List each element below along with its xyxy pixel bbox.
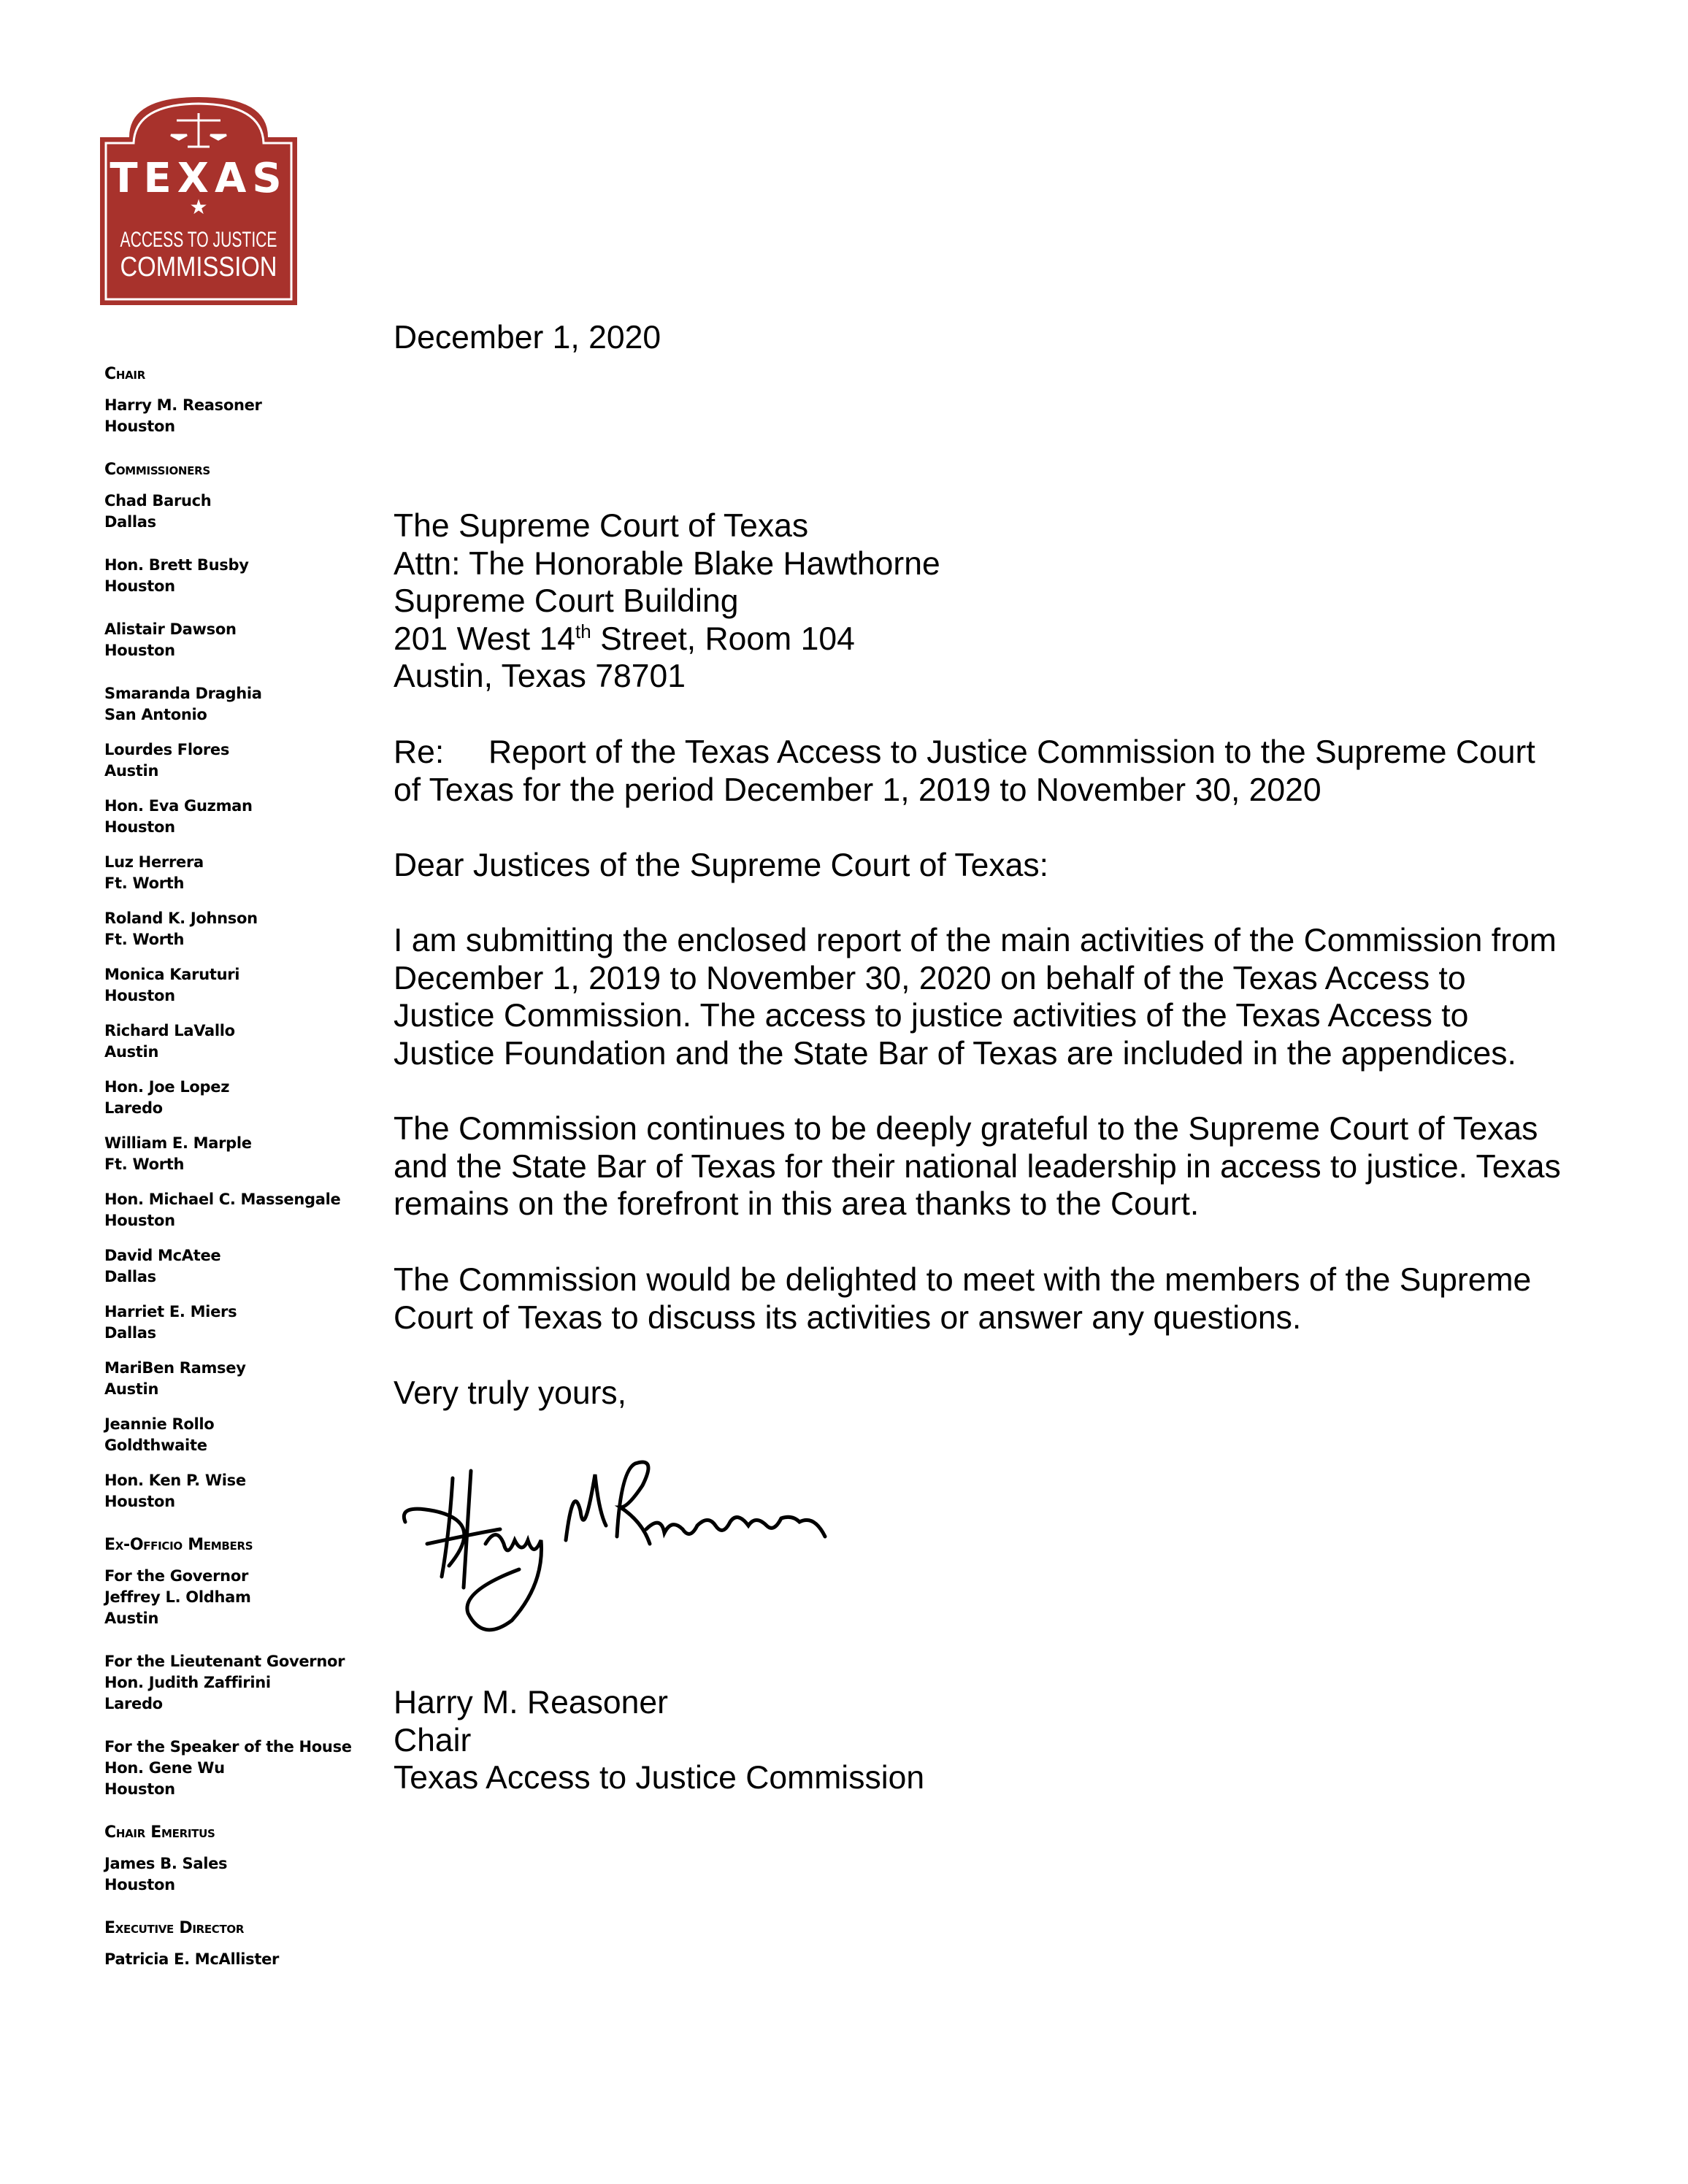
- member-name: Hon. Gene Wu: [104, 1759, 225, 1777]
- roster-entry: [104, 1651, 353, 1715]
- address-line: 201 West 14th Street, Room 104: [394, 620, 855, 657]
- member-city: Goldthwaite: [104, 1437, 207, 1454]
- member-name: Luz Herrera: [104, 853, 204, 871]
- member-city: Houston: [104, 818, 175, 836]
- roster-entry: [104, 852, 353, 894]
- member-city: Dallas: [104, 1324, 156, 1342]
- texas-access-to-justice-logo: [100, 97, 297, 305]
- member-name: Hon. Michael C. Massengale: [104, 1191, 341, 1208]
- recipient-address: [394, 507, 940, 696]
- member-name: Jeffrey L. Oldham: [104, 1588, 251, 1606]
- svg-text:COMMISSION: COMMISSION: [120, 252, 277, 282]
- roster-entry: [104, 395, 353, 437]
- member-name: Roland K. Johnson: [104, 910, 258, 927]
- roster-entry: [104, 1414, 353, 1456]
- svg-text:★: ★: [189, 196, 208, 218]
- member-name: Monica Karuturi: [104, 966, 240, 983]
- member-name: Patricia E. McAllister: [104, 1950, 280, 1968]
- address-line: Supreme Court Building: [394, 583, 739, 620]
- member-city: Houston: [104, 418, 175, 435]
- member-name: James B. Sales: [104, 1855, 228, 1872]
- roster-entry: [104, 1020, 353, 1063]
- member-name: Harry M. Reasoner: [104, 396, 262, 414]
- member-city: Austin: [104, 1610, 159, 1627]
- chair-emeritus-heading: Chair Emeritus: [104, 1823, 215, 1842]
- signer-name: Harry M. Reasoner: [394, 1685, 668, 1720]
- member-name: Lourdes Flores: [104, 741, 230, 758]
- svg-text:ACCESS TO JUSTICE: ACCESS TO JUSTICE: [120, 228, 277, 252]
- member-name: Harriet E. Miers: [104, 1303, 237, 1320]
- paragraph-1: I am submitting the enclosed report of the main activities of the Commission from December 1, 2019 to November 30, 2020 on behalf of the Texas Access to Justice Commission. The access to justice activities of the Texas Access to Justice Foundation and the State Bar of Texas are included in the appendices.: [394, 923, 1557, 1072]
- member-city: Houston: [104, 1493, 175, 1510]
- commission-roster: [104, 364, 353, 1970]
- ex-officio-heading: Ex-Officio Members: [104, 1536, 253, 1554]
- roster-entry: [104, 1470, 353, 1512]
- member-name: Hon. Joe Lopez: [104, 1078, 230, 1096]
- member-name: David McAtee: [104, 1247, 221, 1264]
- member-name: Chad Baruch: [104, 492, 212, 510]
- roster-entry: [104, 1077, 353, 1119]
- roster-entry: [104, 964, 353, 1007]
- roster-entry: [104, 491, 353, 533]
- signer-title: Chair: [394, 1722, 472, 1758]
- member-city: Ft. Worth: [104, 874, 185, 892]
- member-city: Dallas: [104, 513, 156, 531]
- member-name: Hon. Ken P. Wise: [104, 1472, 246, 1489]
- roster-entry: [104, 739, 353, 782]
- member-city: Houston: [104, 1212, 175, 1229]
- member-city: Laredo: [104, 1099, 163, 1117]
- roster-entry: [104, 1189, 353, 1231]
- member-name: Richard LaVallo: [104, 1022, 235, 1039]
- roster-entry: [104, 1245, 353, 1288]
- roster-entry: [104, 619, 353, 661]
- member-city: Austin: [104, 1380, 159, 1398]
- member-name: Jeannie Rollo: [104, 1415, 215, 1433]
- paragraph-2: The Commission continues to be deeply grateful to the Supreme Court of Texas and the State Bar of Texas for their national leadership in access to justice. Texas remains on the forefront in this area thanks to the Court.: [394, 1111, 1561, 1223]
- member-city: Houston: [104, 642, 175, 659]
- member-city: Austin: [104, 1043, 159, 1061]
- member-role: For the Speaker of the House: [104, 1738, 352, 1756]
- paragraph-3: The Commission would be delighted to meet with the members of the Supreme Court of Texas to discuss its activities or answer any questions.: [394, 1262, 1532, 1336]
- roster-entry: [104, 555, 353, 597]
- roster-entry: [104, 796, 353, 838]
- roster-entry: [104, 1566, 353, 1629]
- member-name: Smaranda Draghia: [104, 685, 262, 702]
- roster-entry: [104, 908, 353, 950]
- closing: Very truly yours,: [394, 1375, 627, 1411]
- member-city: Houston: [104, 1780, 175, 1798]
- roster-entry: [104, 1737, 353, 1800]
- member-city: Dallas: [104, 1268, 156, 1285]
- address-line: Austin, Texas 78701: [394, 658, 686, 695]
- address-line: The Supreme Court of Texas: [394, 508, 809, 544]
- commissioners-heading: Commissioners: [104, 461, 210, 479]
- roster-entry: [104, 1358, 353, 1400]
- member-name: Hon. Eva Guzman: [104, 797, 253, 815]
- member-city: Houston: [104, 577, 175, 595]
- roster-entry: [104, 1133, 353, 1175]
- signer-organization: Texas Access to Justice Commission: [394, 1760, 925, 1796]
- member-city: Ft. Worth: [104, 1156, 185, 1173]
- handwritten-signature: [398, 1449, 894, 1639]
- member-name: William E. Marple: [104, 1134, 252, 1152]
- member-name: MariBen Ramsey: [104, 1359, 246, 1377]
- member-city: Houston: [104, 987, 175, 1004]
- member-name: Hon. Brett Busby: [104, 556, 249, 574]
- address-line: Attn: The Honorable Blake Hawthorne: [394, 545, 940, 582]
- member-city: San Antonio: [104, 706, 207, 723]
- roster-entry: [104, 683, 353, 726]
- roster-entry: [104, 1301, 353, 1344]
- salutation: Dear Justices of the Supreme Court of Texas:: [394, 847, 1049, 883]
- subject-line: Re: Report of the Texas Access to Justice Commission to the Supreme Court of Texas for the period December 1, 2019 to November 30, 2020: [394, 734, 1535, 808]
- member-role: For the Lieutenant Governor: [104, 1653, 345, 1670]
- member-city: Ft. Worth: [104, 931, 185, 948]
- svg-text:TEXAS: TEXAS: [110, 155, 288, 202]
- member-city: Austin: [104, 762, 159, 780]
- member-name: Hon. Judith Zaffirini: [104, 1674, 271, 1691]
- executive-director-heading: Executive Director: [104, 1919, 245, 1937]
- member-city: Laredo: [104, 1695, 163, 1712]
- roster-entry: [104, 1853, 353, 1896]
- chair-heading: Chair: [104, 365, 145, 383]
- letter-date: December 1, 2020: [394, 320, 661, 355]
- member-role: For the Governor: [104, 1567, 249, 1585]
- signature-block: [394, 1684, 924, 1797]
- member-city: Houston: [104, 1876, 175, 1893]
- member-name: Alistair Dawson: [104, 620, 237, 638]
